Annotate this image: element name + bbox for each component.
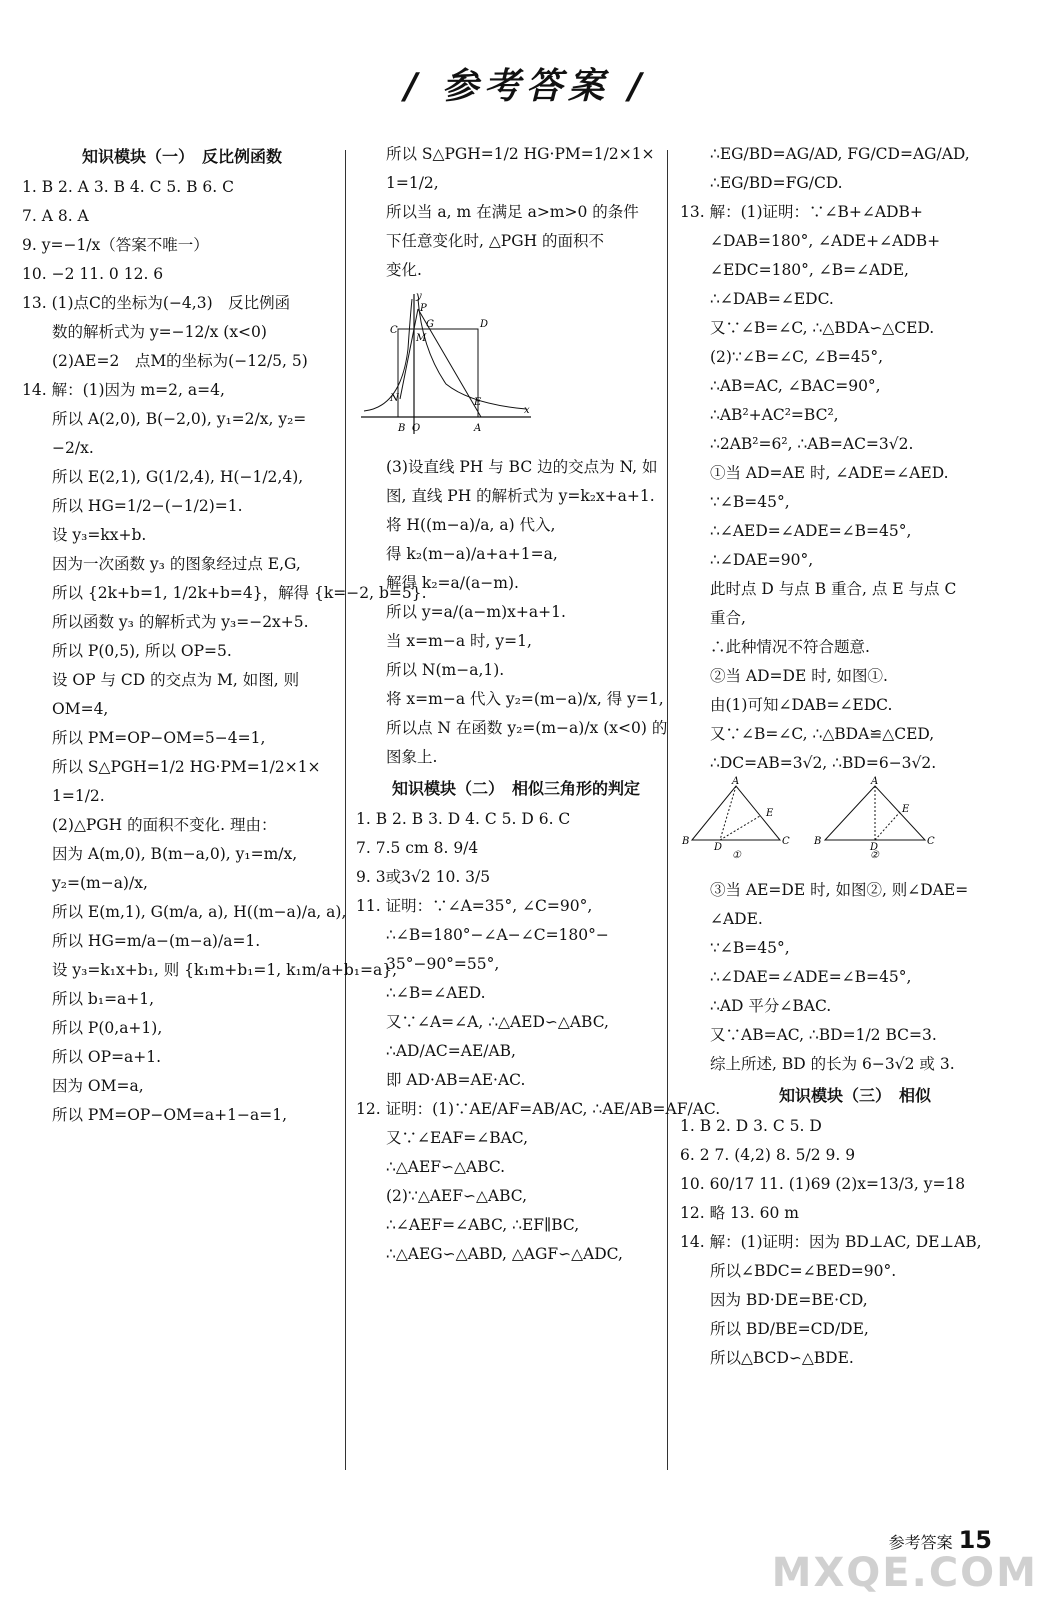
answer-line: 所以 P(0,5), 所以 OP=5. [52,642,232,660]
figure-label: B [398,423,406,434]
figure-label: E [902,804,910,815]
answer-line: 所以 y=a/(a−m)x+a+1. [386,603,566,621]
answer-line: 13. (1)点C的坐标为(−4,3) 反比例函 [22,294,291,312]
answer-line: 所以点 N 在函数 y₂=(m−a)/x (x<0) 的 [386,719,668,737]
answer-line: 9. y=−1/x（答案不唯一） [22,236,209,254]
answer-line: 1. B 2. A 3. B 4. C 5. B 6. C [22,178,235,196]
answer-line: ∴2AB²=6², ∴AB=AC=3√2. [710,435,914,453]
answer-line: ∴∠DAB=∠EDC. [710,290,834,308]
answer-line: 当 x=m−a 时, y=1, [386,632,532,650]
answer-line: 因为 OM=a, [52,1077,144,1095]
answer-line: ∵∠B=45°, [710,939,790,957]
answer-line: 数的解析式为 y=−12/x (x<0) [52,323,267,341]
answer-line: ∴AB=AC, ∠BAC=90°, [710,377,881,395]
answer-line: 所以 S△PGH=1/2 HG·PM=1/2×1× [52,758,321,776]
answer-line: 7. 7.5 cm 8. 9/4 [356,839,479,857]
figure-label: D [480,319,489,330]
answer-line: 7. A 8. A [22,207,89,225]
column-3 [680,140,1030,1373]
answer-line: OM=4, [52,700,109,718]
answer-line: 所以 BD/BE=CD/DE, [710,1320,869,1338]
answer-line: 35°−90°=55°, [386,955,500,973]
footer-label: 参考答案 [888,1533,953,1552]
answer-line: 所以 A(2,0), B(−2,0), y₁=2/x, y₂= [52,410,307,428]
answer-line: 13. 解：(1)证明：∵∠B+∠ADB+ [680,203,923,221]
answer-line: ∴∠B=180°−∠A−∠C=180°− [386,926,609,944]
answer-line: (2)△PGH 的面积不变化. 理由： [52,816,277,834]
answer-line: 重合, [710,609,746,627]
answer-line: 12. 略 13. 60 m [680,1204,799,1222]
answer-line: 所以 E(m,1), G(m/a, a), H((m−a)/a, a), [52,903,347,921]
column-2 [356,140,721,1269]
answer-line: 1. B 2. D 3. C 5. D [680,1117,822,1135]
answer-lines [356,805,721,1269]
answer-lines [680,140,1030,778]
function-graph-figure [356,289,676,449]
answer-line: ∠ADE. [710,910,763,928]
answer-line: 解得 k₂=a/(a−m). [386,574,519,592]
answer-line: ∴△AEG∽△ABD, △AGF∽△ADC, [386,1245,623,1263]
answer-line: ∠DAB=180°, ∠ADE+∠ADB+ [710,232,941,250]
answer-line: ∴∠AED=∠ADE=∠B=45°, [710,522,912,540]
figure-label: O [412,423,421,434]
answer-line: 所以 PM=OP−OM=a+1−a=1, [52,1106,287,1124]
answer-line: 所以 HG=1/2−(−1/2)=1. [52,497,243,515]
answer-line: (2)∵∠B=∠C, ∠B=45°, [710,348,884,366]
answer-line: 所以∠BDC=∠BED=90°. [710,1262,897,1280]
answer-line: 又∵∠A=∠A, ∴△AED∽△ABC, [386,1013,609,1031]
figure-label: y [416,291,422,302]
answer-line: 得 k₂(m−a)/a+a+1=a, [386,545,558,563]
answer-line: ∠EDC=180°, ∠B=∠ADE, [710,261,909,279]
figure-label: P [420,303,427,314]
section-heading: 知识模块（三） 相似 [778,1086,931,1105]
answer-line: 因为 A(m,0), B(m−a,0), y₁=m/x, [52,845,298,863]
answer-line: ∴此种情况不符合题意. [710,638,870,656]
answer-line: ∴AD/AC=AE/AB, [386,1042,516,1060]
answer-line: 11. 证明：∵∠A=35°, ∠C=90°, [356,897,593,915]
line-PH [400,309,418,399]
answer-line: 所以 HG=m/a−(m−a)/a=1. [52,932,261,950]
answer-line: 所以 {2k+b=1, 1/2k+b=4}，解得 {k=−2, b=5}. [52,584,427,602]
triangles-svg [680,776,935,862]
answer-line: 10. 60/17 11. (1)69 (2)x=13/3, y=18 [680,1175,966,1193]
figure-label: B [682,836,690,847]
answer-line: y₂=(m−a)/x, [52,874,148,892]
answer-line: 变化. [386,261,422,279]
answer-line: ②当 AD=DE 时, 如图①. [710,667,888,685]
figure-label: M [416,333,427,344]
answer-line: (2)AE=2 点M的坐标为(−12/5, 5) [52,352,308,370]
answer-line: ∴DC=AB=3√2, ∴BD=6−3√2. [710,754,937,772]
answer-line: ∴EG/BD=FG/CD. [710,174,843,192]
figure-label: ① [732,850,741,861]
figure-label: A [871,776,879,787]
answer-line: 1=1/2, [386,174,439,192]
answer-line: 下任意变化时, △PGH 的面积不 [386,232,605,250]
answer-line: 所以 S△PGH=1/2 HG·PM=1/2×1× [386,145,655,163]
answer-line: (3)设直线 PH 与 BC 边的交点为 N, 如 [386,458,658,476]
answer-line: ∴∠AEF=∠ABC, ∴EF∥BC, [386,1216,580,1234]
answer-line: −2/x. [52,439,94,457]
figure-label: A [474,423,482,434]
figure-label: G [426,319,434,330]
answer-line: 所以 PM=OP−OM=5−4=1, [52,729,266,747]
answer-line: ∴EG/BD=AG/AD, FG/CD=AG/AD, [710,145,970,163]
figure-label: C [390,325,398,336]
hyperbola-right [418,299,526,409]
answer-line: 图象上. [386,748,438,766]
answer-line: ③当 AE=DE 时, 如图②, 则∠DAE= [710,881,969,899]
answer-line: 所以 N(m−a,1). [386,661,505,679]
answer-line: 设 y₃=kx+b. [52,526,147,544]
section-heading: 知识模块（一） 反比例函数 [81,147,282,166]
answer-line: 1. B 2. B 3. D 4. C 5. D 6. C [356,810,571,828]
answer-line: 又∵∠B=∠C, ∴△BDA∽△CED. [710,319,935,337]
answer-line: 设 OP 与 CD 的交点为 M, 如图, 则 [52,671,300,689]
segment-AD [720,786,736,840]
answer-line: 10. −2 11. 0 12. 6 [22,265,164,283]
figure-label: ② [870,850,879,861]
answer-line: 又∵∠B=∠C, ∴△BDA≌△CED, [710,725,935,743]
figure-label: D [714,842,723,853]
answer-line: 又∵AB=AC, ∴BD=1/2 BC=3. [710,1026,937,1044]
answer-lines [680,876,1030,1079]
figure-label: N [390,393,399,404]
figure-label: x [524,405,530,416]
answer-line: 1=1/2. [52,787,105,805]
figure-label: D [870,842,879,853]
figure-label: B [814,836,822,847]
answer-lines [356,453,676,772]
rectangle-ABCD [398,329,478,417]
answer-line: 图, 直线 PH 的解析式为 y=k₂x+a+1. [386,487,655,505]
answer-lines [356,140,676,285]
answer-line: 综上所述, BD 的长为 6−3√2 或 3. [710,1055,955,1073]
segment-DE [720,816,760,840]
answer-line: 9. 3或3√2 10. 3/5 [356,868,491,886]
answer-line: 因为 BD·DE=BE·CD, [710,1291,868,1309]
figure-label: E [766,808,774,819]
answer-line: ∴∠B=∠AED. [386,984,486,1002]
answer-line: 所以 b₁=a+1, [52,990,155,1008]
answer-line: ∴△AEF∽△ABC. [386,1158,506,1176]
answer-line: ∴AB²+AC²=BC², [710,406,839,424]
answer-line: 将 H((m−a)/a, a) 代入, [386,516,556,534]
answer-line: 所以 P(0,a+1), [52,1019,163,1037]
figure-label: A [732,776,740,787]
answer-line: 14. 解：(1)证明：因为 BD⊥AC, DE⊥AB, [680,1233,982,1251]
answer-line: ∴∠DAE=90°, [710,551,814,569]
answer-line: 将 x=m−a 代入 y₂=(m−a)/x, 得 y=1, [386,690,664,708]
figure-label: C [927,836,935,847]
answer-line: ∴∠DAE=∠ADE=∠B=45°, [710,968,912,986]
column-divider [345,150,346,1470]
triangle-figures [680,776,1030,872]
answer-line: 所以△BCD∽△BDE. [710,1349,854,1367]
answer-line: 因为一次函数 y₃ 的图象经过点 E,G, [52,555,301,573]
answer-line: 所以 OP=a+1. [52,1048,162,1066]
hyperbola-left [364,299,412,411]
answer-line: 所以 E(2,1), G(1/2,4), H(−1/2,4), [52,468,304,486]
answer-line: 此时点 D 与点 B 重合, 点 E 与点 C [710,580,957,598]
answer-line: ①当 AD=AE 时, ∠ADE=∠AED. [710,464,949,482]
page-title: / 参考答案 / [404,66,648,107]
answer-line: 由(1)可知∠DAB=∠EDC. [710,696,893,714]
page-number: 15 [958,1526,992,1554]
answer-line: 14. 解：(1)因为 m=2, a=4, [22,381,225,399]
section-heading: 知识模块（二） 相似三角形的判定 [391,779,640,798]
answer-line: ∵∠B=45°, [710,493,790,511]
figure-label: C [782,836,790,847]
answer-line: 6. 2 7. (4,2) 8. 5/2 9. 9 [680,1146,856,1164]
answer-line: ∴AD 平分∠BAC. [710,997,832,1015]
segment-DE [875,812,900,840]
answer-line: (2)∵△AEF∽△ABC, [386,1187,528,1205]
answer-line: 即 AD·AB=AE·AC. [386,1071,526,1089]
answer-line: 设 y₃=k₁x+b₁, 则 {k₁m+b₁=1, k₁m/a+b₁=a}, [52,961,398,979]
answer-lines [680,1112,1030,1373]
figure-label: E [474,397,482,408]
watermark: MXQE.COM [771,1550,1038,1596]
graph-svg [356,289,536,439]
answer-line: 所以函数 y₃ 的解析式为 y₃=−2x+5. [52,613,309,631]
answer-line: 12. 证明：(1)∵AE/AF=AB/AC, ∴AE/AB=AF/AC. [356,1100,721,1118]
answer-line: 又∵∠EAF=∠BAC, [386,1129,529,1147]
answer-line: 所以当 a, m 在满足 a>m>0 的条件 [386,203,639,221]
